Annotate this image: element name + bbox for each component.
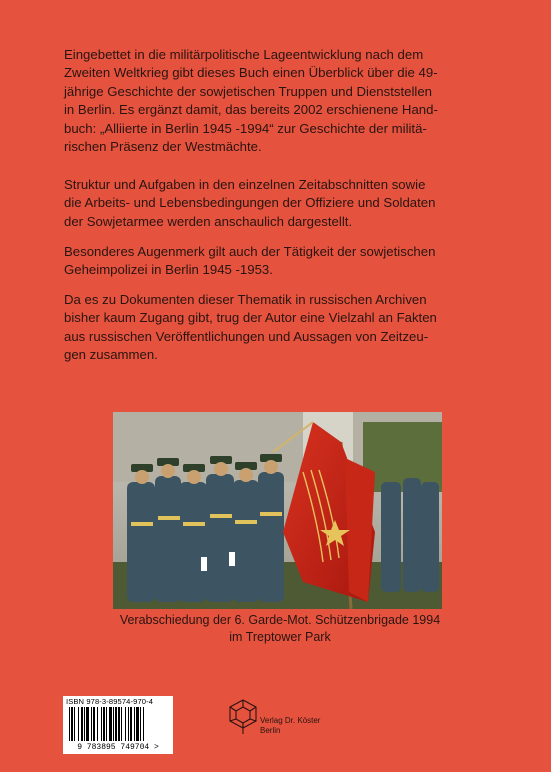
barcode-bars xyxy=(67,707,169,743)
barcode-bar xyxy=(109,707,112,741)
barcode-bar xyxy=(118,707,120,741)
isbn-barcode xyxy=(63,696,173,754)
barcode-digits: 9 783895 749704 > xyxy=(77,743,159,752)
barcode-bar xyxy=(136,707,139,741)
barcode-bar xyxy=(134,707,135,741)
paragraph-2: Struktur und Aufgaben in den einzelnen Zeitabschnitten sowie die Arbeits- und Lebensbedingungen der Offiziere und Soldaten der Sowjetarmee werden anschaulich dargestellt. xyxy=(64,177,436,229)
soldiers-with-red-banner-photo xyxy=(113,412,442,609)
barcode-bar xyxy=(125,707,126,741)
isbn-label: ISBN 978-3-89574-970-4 xyxy=(66,697,154,706)
barcode-bar xyxy=(86,707,89,741)
barcode-bar xyxy=(121,707,122,741)
paragraph-1: Eingebettet in die militärpolitische Lageentwicklung nach dem Zweiten Weltkrieg gibt dieses Buch einen Überblick über die 49- jährige Geschichte der sowjetischen Truppen und Dienststellen in Berlin. Es ergänzt damit, das bereits 2002 erschienene Hand- buch: „Alliierte in Berlin 1945 -1994“ zur Geschichte der militä- rischen Präsenz der Westmächte. xyxy=(64,47,438,155)
publisher-city: Berlin xyxy=(260,726,281,735)
photo-caption-line-2: im Treptower Park xyxy=(229,630,331,644)
barcode-bar xyxy=(106,707,107,741)
barcode-bar xyxy=(93,707,95,741)
barcode-bar xyxy=(69,707,70,741)
barcode-bar xyxy=(103,707,105,741)
photo-caption-line-1: Verabschiedung der 6. Garde-Mot. Schützenbrigade 1994 xyxy=(119,613,441,627)
paragraph-3: Besonderes Augenmerk gilt auch der Tätigkeit der sowjetischen Geheimpolizei in Berlin 1945 -1953. xyxy=(64,244,436,278)
publisher-logo-block xyxy=(228,698,368,738)
barcode-bar xyxy=(91,707,92,741)
barcode-bar xyxy=(140,707,141,741)
barcode-bar xyxy=(74,707,75,741)
barcode-bar xyxy=(78,707,79,741)
barcode-bar xyxy=(97,707,98,741)
barcode-bar xyxy=(81,707,83,741)
publisher-name: Verlag Dr. Köster xyxy=(260,716,321,725)
barcode-bar xyxy=(115,707,117,741)
barcode-bar xyxy=(71,707,73,741)
barcode-bar xyxy=(130,707,132,741)
barcode-bar xyxy=(84,707,85,741)
publisher-logo-icon xyxy=(228,698,258,736)
paragraph-4: Da es zu Dokumenten dieser Thematik in russischen Archiven bisher kaum Zugang gibt, trug der Autor eine Vielzahl an Fakten aus russischen Veröffentlichungen und Aussagen von Zeitzeu- gen zusammen. xyxy=(64,292,437,363)
barcode-bar xyxy=(101,707,102,741)
barcode-bar xyxy=(113,707,114,741)
barcode-bar xyxy=(143,707,144,741)
barcode-bar xyxy=(128,707,129,741)
